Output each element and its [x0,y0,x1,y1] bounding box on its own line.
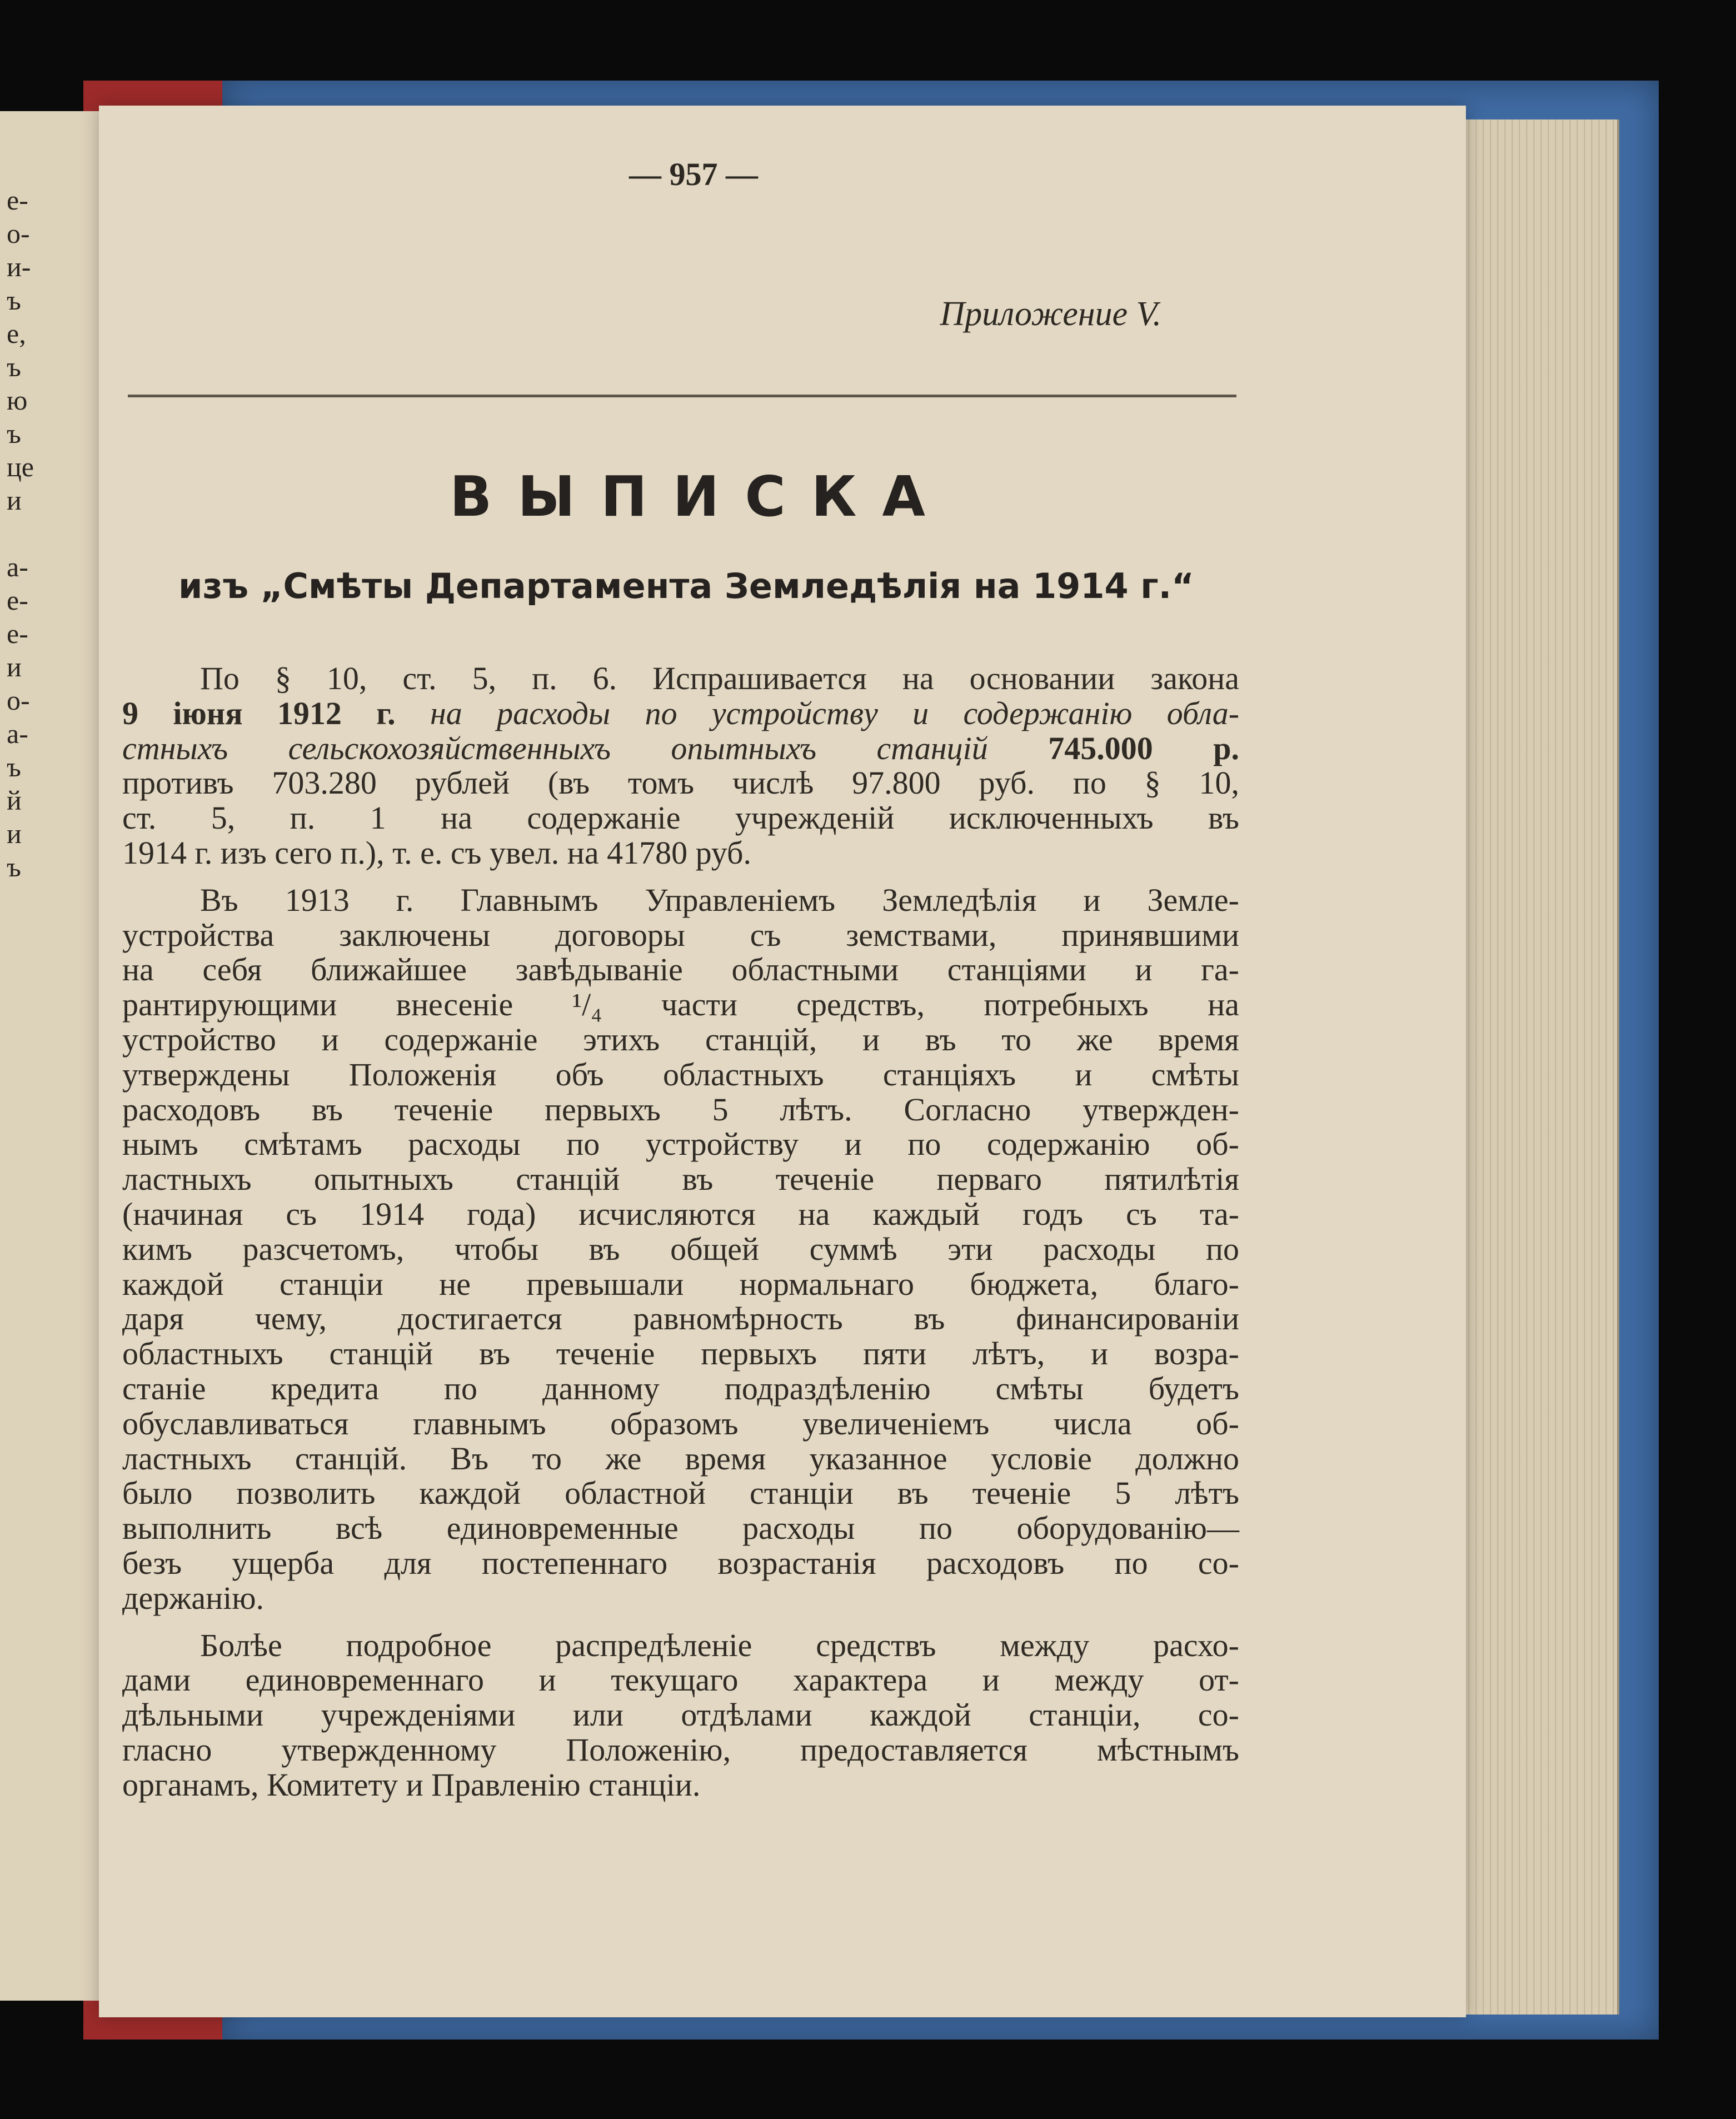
paragraph-2-line: областныхъ станцій въ теченіе первыхъ пяти лѣтъ, и возра- [122,1335,1239,1372]
paragraph-2-line: ластныхъ опытныхъ станцій въ теченіе перваго пятилѣтія [122,1161,1239,1198]
paragraph-1-line [122,731,1239,766]
paragraph-2-line: устройство и содержаніе этихъ станцій, и въ то же время [122,1021,1239,1058]
fragment: е- [7,185,28,216]
date-text: 9 іюня 1912 г. [122,695,396,731]
fragment: е, [7,318,26,349]
paragraph-2-line: ластныхъ станцій. Въ то же время указанное условіе должно [122,1440,1239,1477]
fragment: а- [7,551,28,582]
paragraph-2-line: (начиная съ 1914 года) исчисляются на каждый годъ съ та- [122,1195,1239,1232]
paragraph-2-line: даря чему, достигается равномѣрность въ финансированіи [122,1300,1239,1337]
paragraph-2-line: безъ ущерба для постепеннаго возрастанія расходовъ по со- [122,1544,1239,1581]
fragment: ъ [7,351,21,382]
paragraph-2-line: выполнить всѣ единовременные расходы по оборудованію— [122,1510,1239,1547]
paragraph-2-line: на себя ближайшее завѣдываніе областными станціями и га- [122,951,1239,988]
paragraph-1-line: 1914 г. изъ сего п.), т. е. съ увел. на 41780 руб. [122,834,752,871]
paragraph-2-line: расходовъ въ теченіе первыхъ 5 лѣтъ. Согласно утвержден- [122,1091,1239,1128]
fragment: е- [7,585,28,616]
paragraph-3-line: дами единовременнаго и текущаго характера и между от- [122,1662,1239,1698]
paragraph-2-line: рантирующими внесеніе ¹/₄ части средствъ, потребныхъ на [122,986,1239,1023]
paragraph-2-line: нымъ смѣтамъ расходы по устройству и по содержанію об- [122,1126,1239,1163]
fragment: а- [7,718,28,749]
paragraph-1-line: противъ 703.280 рублей (въ томъ числѣ 97.800 руб. по § 10, [122,765,1239,801]
italic-purpose-text: на расходы по устройству и содержанію обла- [430,695,1240,731]
paragraph-1-line: ст. 5, п. 1 на содержаніе учрежденій исключенныхъ въ [122,800,1239,836]
paragraph-3-line: дѣльными учрежденіями или отдѣлами каждой станціи, со- [122,1697,1239,1733]
paragraph-2-line: каждой станціи не превышали нормальнаго бюджета, благо- [122,1265,1239,1302]
paragraph-2-line: обуславливаться главнымъ образомъ увеличеніемъ числа об- [122,1405,1239,1442]
paragraph-1-line: По § 10, ст. 5, п. 6. Испрашивается на основании закона [200,660,1239,696]
body-text [122,661,1239,1803]
paragraph-2-line: было позволить каждой областной станціи въ теченіе 5 лѣтъ [122,1475,1239,1512]
page-number: — 957 — [629,156,758,192]
paragraph-3-line: Болѣе подробное распредѣленіе средствъ между расхо- [200,1627,1239,1663]
paragraph-2-line: держанію. [122,1579,265,1616]
horizontal-rule [128,395,1236,397]
italic-purpose-text: стныхъ сельскохозяйственныхъ опытныхъ станцій [122,730,988,766]
paragraph-2-line: устройства заключены договоры съ земствами, принявшими [122,916,1239,953]
fragment: и [7,485,22,516]
paragraph-2-line: утверждены Положенія объ областныхъ станціяхъ и смѣты [122,1056,1239,1093]
fragment: и- [7,251,31,282]
fragment: ю [7,385,28,416]
document-subtitle: изъ „Смѣты Департамента Земледѣлія на 1914 г.“ [178,566,1194,606]
paragraph-2-line: кимъ разсчетомъ, чтобы въ общей суммѣ эти расходы по [122,1230,1239,1267]
paragraph-3-line: органамъ, Комитету и Правленію станціи. [122,1766,701,1803]
document-title: ВЫПИСКА [450,464,951,529]
paragraph-3-line: гласно утвержденному Положенію, предоставляется мѣстнымъ [122,1731,1239,1768]
fragment: ъ [7,418,21,449]
fragment: ъ [7,285,21,316]
fragment: ъ [7,751,21,782]
left-page-text-fragments [7,183,96,884]
fragment: й [7,785,22,816]
fragment: о- [7,218,30,249]
fragment: е- [7,618,28,649]
fragment: о- [7,685,30,716]
paragraph-2-line: Въ 1913 г. Главнымъ Управленіемъ Земледѣлія и Земле- [200,881,1239,918]
fragment: ъ [7,851,21,882]
fragment: це [7,451,34,482]
paragraph-2-line: станіе кредита по данному подраздѣленію смѣты будетъ [122,1370,1239,1407]
appendix-label: Приложение V. [940,295,1161,333]
fragment: и [7,651,22,682]
fragment: и [7,818,22,849]
amount-text: 745.000 р. [1048,730,1239,766]
paragraph-1-line [122,696,1239,731]
